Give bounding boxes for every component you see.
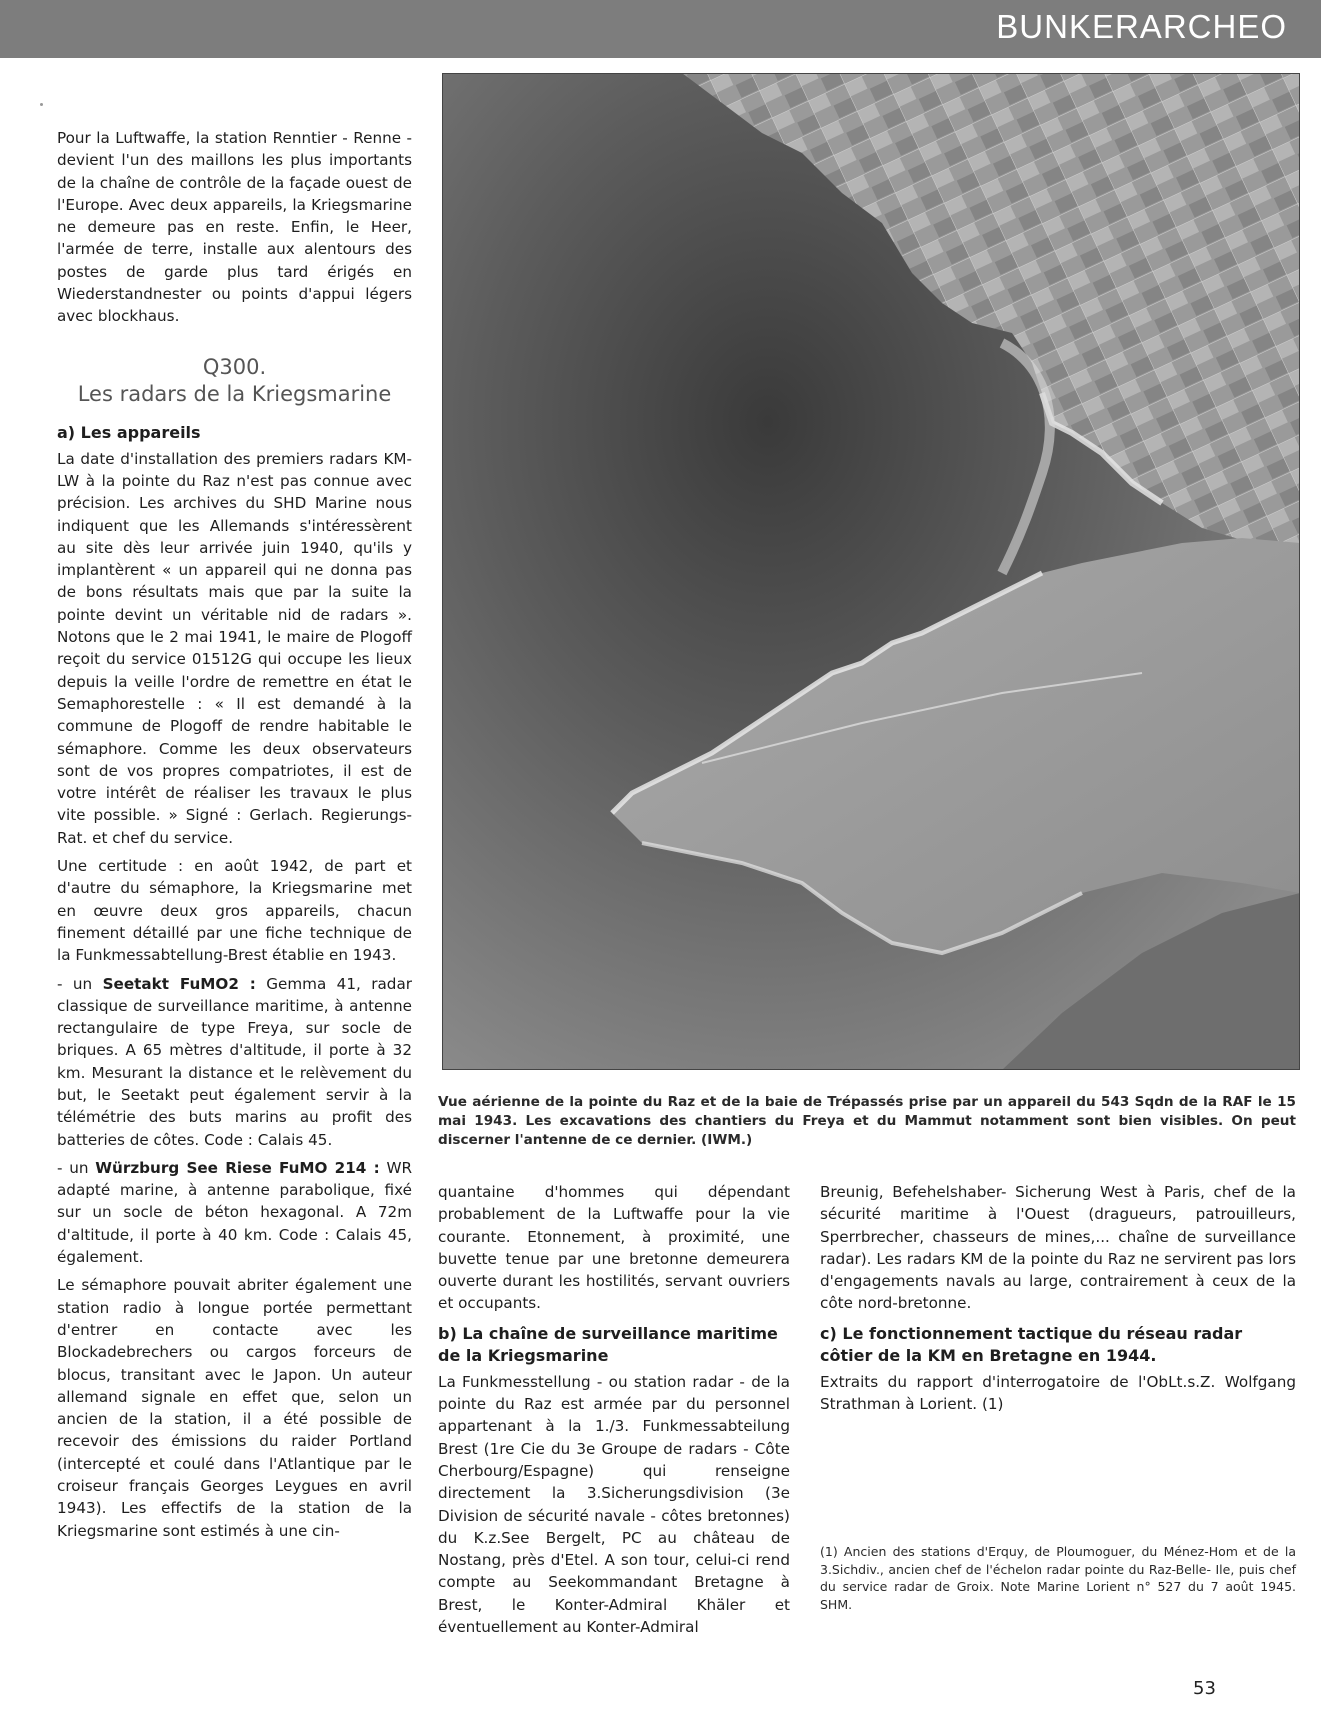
paragraph-a1: La date d'installation des premiers radars KM-LW à la pointe du Raz n'est pas connue avec précision. Les archives du SHD Marine nous indiquent que les Allemands s'intéressèrent au site dès leur arrivée juin 1940, qu'ils y implantèrent « un appareil qui ne donna pas de bons résultats mais que par la suite la pointe devint un véritable nid de radars ». Notons que le 2 mai 1941, le maire de Plogoff reçoit du service 01512G qui occupe les lieux depuis la veille l'ordre de remettre en état le Semaphorestelle : « Il est demandé à la commune de Plogoff de rendre habitable le sémaphore. Comme les deux observateurs sont de vos propres compatriotes, il est de votre intérêt de réaliser les travaux le plus vite possible. » Signé : Gerlach. Regierungs-Rat. et chef du service.	[57, 449, 412, 847]
margin-mark	[40, 103, 43, 106]
seetakt-text: Gemma 41, radar classique de surveillance maritime, à antenne rectangulaire de type Freya, sur socle de briques. A 65 mètres d'altitude, il porte à 32 km. Mesurant la distance et le relèvement du but, le Seetakt peut également servir à la télémétrie des buts marins au profit des batteries de côtes. Code : Calais 45.	[57, 974, 412, 1149]
footnote: (1) Ancien des stations d'Erquy, de Ploumoguer, du Ménez-Hom et de la 3.Sichdiv., ancien chef de l'échelon radar pointe du Raz-Belle- Ile, puis chef du service radar de Groix. Note Marine Lorient n° 527 du 7 août 1945. SHM.	[820, 1544, 1296, 1612]
paragraph-a5: Le sémaphore pouvait abriter également une station radio à longue portée permettant d'entrer en contacte avec les Blockadebrechers ou cargos forceurs de blocus, transitant avec le Japon. Un auteur allemand signale en effet que, selon un ancien de la station, il a été possible de recevoir des émissions du raider Portland (intercepté et coulé dans l'Atlantique par le croiseur français Georges Leygues en avril 1943). Les effectifs de la station de la Kriegsmarine sont estimés à une cin-	[57, 1276, 412, 1540]
middle-column	[438, 1181, 790, 1644]
seetakt-label: Seetakt FuMO2 :	[102, 974, 256, 993]
subheading-b: b) La chaîne de surveillance maritime de la Kriegsmarine	[438, 1323, 778, 1365]
bullet-lead: - un	[57, 974, 103, 993]
magazine-brand: BUNKERARCHEO	[996, 8, 1287, 45]
page-number: 53	[1193, 1678, 1216, 1699]
paragraph-r2: Extraits du rapport d'interrogatoire de l'ObLt.s.Z. Wolfgang Strathman à Lorient. (1)	[820, 1372, 1296, 1414]
paragraph-r1: Breunig, Befehelshaber- Sicherung West à Paris, chef de la sécurité maritime à l'Ouest (dragueurs, patrouilleurs, Sperrbrecher, chasseurs de mines,... chaîne de surveillance radar). Les radars KM de la pointe du Raz ne servirent pas lors d'engagements navals au large, contrairement à ceux de la côte nord-bretonne.	[820, 1183, 1296, 1313]
wurzburg-text: WR adapté marine, à antenne parabolique, fixé sur un socle de béton hexagonal. A 72m d'altitude, il porte à 40 km. Code : Calais 45, également.	[57, 1158, 413, 1267]
right-column	[820, 1181, 1296, 1421]
bullet-lead: - un	[57, 1158, 96, 1177]
section-title: Les radars de la Kriegsmarine	[77, 381, 392, 406]
section-heading	[57, 354, 412, 408]
paragraph-seetakt	[57, 973, 412, 1151]
paragraph-wurzburg	[57, 1157, 412, 1268]
aerial-photo	[442, 73, 1300, 1070]
subheading-a: a) Les appareils	[57, 422, 201, 442]
section-code: Q300.	[202, 354, 267, 379]
wurzburg-label: Würzburg See Riese FuMO 214 :	[95, 1158, 380, 1177]
aerial-photo-image	[442, 73, 1300, 1070]
intro-paragraph: Pour la Luftwaffe, la station Renntier - Renne - devient l'un des maillons les plus importants de la chaîne de contrôle de la façade ouest de l'Europe. Avec deux appareils, la Kriegsmarine ne demeure pas en reste. Enfin, le Heer, l'armée de terre, installe aux alentours des postes de garde plus tard érigés en Wiederstandnester ou points d'appui légers avec blockhaus.	[57, 129, 412, 326]
left-column	[57, 127, 412, 1548]
paragraph-a2: Une certitude : en août 1942, de part et d'autre du sémaphore, la Kriegsmarine met en œuvre deux gros appareils, chacun finement détaillé par une fiche technique de la Funkmessabtellung-Brest établie en 1943.	[57, 857, 412, 965]
header-band	[0, 0, 1321, 58]
photo-caption: Vue aérienne de la pointe du Raz et de la baie de Trépassés prise par un appareil du 543 Sqdn de la RAF le 15 mai 1943. Les excavations des chantiers du Freya et du Mammut notamment sont bien visibles. On peut discerner l'antenne de ce dernier. (IWM.)	[438, 1094, 1296, 1148]
paragraph-m2: La Funkmesstellung - ou station radar - de la pointe du Raz est armée par du personnel appartenant à la 1./3. Funkmessabteilung Brest (1re Cie du 3e Groupe de radars - Côte Cherbourg/Espagne) qui renseigne directement la 3.Sicherungsdivision (3e Division de sécurité navale - côtes bretonnes) du K.z.See Bergelt, PC au château de Nostang, près d'Etel. A son tour, celui-ci rend compte au Seekommandant Bretagne à Brest, le Konter-Admiral Khäler et éventuellement au Konter-Admiral	[438, 1372, 790, 1637]
subheading-c: c) Le fonctionnement tactique du réseau radar côtier de la KM en Bretagne en 1944.	[820, 1323, 1243, 1365]
paragraph-m1: quantaine d'hommes qui dépendant probablement de la Luftwaffe pour la vie courante. Etonnement, à proximité, une buvette tenue par une bretonne demeurera ouverte durant les hostilités, servant ouvriers et occupants.	[438, 1183, 790, 1313]
